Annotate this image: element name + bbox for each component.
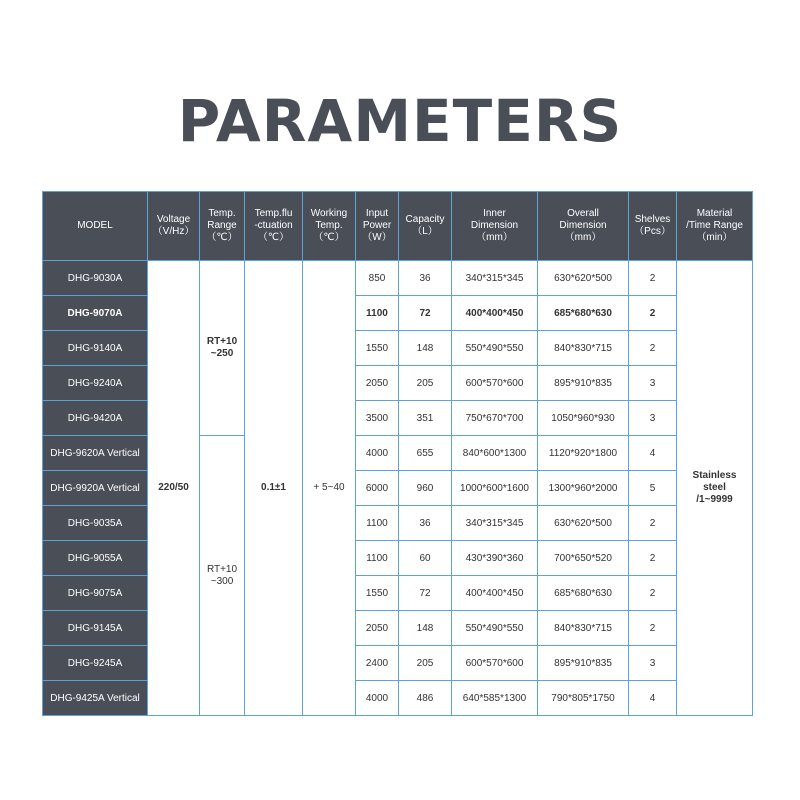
- header-working-temp: Working Temp. （℃）: [303, 192, 356, 261]
- header-shelves: Shelves （Pcs）: [629, 192, 677, 261]
- header-row: [43, 192, 753, 261]
- header-temp-range: Temp. Range （℃）: [200, 192, 245, 261]
- power-cell: 1100: [356, 506, 399, 541]
- inner-dimension-cell: 550*490*550: [452, 331, 538, 366]
- shelves-cell: 2: [629, 331, 677, 366]
- inner-dimension-cell: 550*490*550: [452, 611, 538, 646]
- capacity-cell: 655: [399, 436, 452, 471]
- power-cell: 6000: [356, 471, 399, 506]
- inner-dimension-cell: 430*390*360: [452, 541, 538, 576]
- shelves-cell: 2: [629, 576, 677, 611]
- overall-dimension-cell: 700*650*520: [538, 541, 629, 576]
- header-inner-dimension: Inner Dimension （mm）: [452, 192, 538, 261]
- capacity-cell: 205: [399, 646, 452, 681]
- table-row: [43, 261, 753, 296]
- shelves-cell: 2: [629, 611, 677, 646]
- page-title: PARAMETERS: [177, 87, 623, 155]
- temp-range-cell-group1: RT+10 ~250: [200, 261, 245, 436]
- shelves-cell: 2: [629, 261, 677, 296]
- header-voltage: Voltage （V/Hz）: [148, 192, 200, 261]
- overall-dimension-cell: 840*830*715: [538, 611, 629, 646]
- overall-dimension-cell: 1300*960*2000: [538, 471, 629, 506]
- capacity-cell: 72: [399, 576, 452, 611]
- power-cell: 4000: [356, 681, 399, 716]
- overall-dimension-cell: 685*680*630: [538, 296, 629, 331]
- capacity-cell: 148: [399, 611, 452, 646]
- overall-dimension-cell: 685*680*630: [538, 576, 629, 611]
- overall-dimension-cell: 1050*960*930: [538, 401, 629, 436]
- shelves-cell: 5: [629, 471, 677, 506]
- inner-dimension-cell: 340*315*345: [452, 261, 538, 296]
- model-cell: DHG-9055A: [43, 541, 148, 576]
- overall-dimension-cell: 790*805*1750: [538, 681, 629, 716]
- model-cell: DHG-9030A: [43, 261, 148, 296]
- model-cell: DHG-9145A: [43, 611, 148, 646]
- power-cell: 2400: [356, 646, 399, 681]
- overall-dimension-cell: 840*830*715: [538, 331, 629, 366]
- overall-dimension-cell: 895*910*835: [538, 366, 629, 401]
- power-cell: 1100: [356, 296, 399, 331]
- overall-dimension-cell: 1120*920*1800: [538, 436, 629, 471]
- shelves-cell: 2: [629, 541, 677, 576]
- capacity-cell: 36: [399, 261, 452, 296]
- inner-dimension-cell: 640*585*1300: [452, 681, 538, 716]
- inner-dimension-cell: 600*570*600: [452, 366, 538, 401]
- inner-dimension-cell: 400*400*450: [452, 576, 538, 611]
- inner-dimension-cell: 1000*600*1600: [452, 471, 538, 506]
- power-cell: 1550: [356, 576, 399, 611]
- shelves-cell: 2: [629, 296, 677, 331]
- model-cell: DHG-9070A: [43, 296, 148, 331]
- inner-dimension-cell: 750*670*700: [452, 401, 538, 436]
- capacity-cell: 72: [399, 296, 452, 331]
- inner-dimension-cell: 400*400*450: [452, 296, 538, 331]
- capacity-cell: 351: [399, 401, 452, 436]
- power-cell: 2050: [356, 611, 399, 646]
- capacity-cell: 205: [399, 366, 452, 401]
- capacity-cell: 960: [399, 471, 452, 506]
- power-cell: 1100: [356, 541, 399, 576]
- model-cell: DHG-9420A: [43, 401, 148, 436]
- temp-range-cell-group2: RT+10 ~300: [200, 436, 245, 716]
- model-cell: DHG-9425A Vertical: [43, 681, 148, 716]
- power-cell: 850: [356, 261, 399, 296]
- shelves-cell: 2: [629, 506, 677, 541]
- capacity-cell: 36: [399, 506, 452, 541]
- header-capacity: Capacity （L）: [399, 192, 452, 261]
- model-cell: DHG-9140A: [43, 331, 148, 366]
- model-cell: DHG-9240A: [43, 366, 148, 401]
- model-cell: DHG-9620A Vertical: [43, 436, 148, 471]
- voltage-cell: 220/50: [148, 261, 200, 716]
- overall-dimension-cell: 630*620*500: [538, 506, 629, 541]
- model-cell: DHG-9245A: [43, 646, 148, 681]
- power-cell: 4000: [356, 436, 399, 471]
- shelves-cell: 3: [629, 646, 677, 681]
- capacity-cell: 60: [399, 541, 452, 576]
- shelves-cell: 3: [629, 366, 677, 401]
- model-cell: DHG-9075A: [43, 576, 148, 611]
- power-cell: 1550: [356, 331, 399, 366]
- model-cell: DHG-9035A: [43, 506, 148, 541]
- working-temp-cell: + 5~40: [303, 261, 356, 716]
- inner-dimension-cell: 840*600*1300: [452, 436, 538, 471]
- capacity-cell: 148: [399, 331, 452, 366]
- shelves-cell: 4: [629, 681, 677, 716]
- header-input-power: Input Power （W）: [356, 192, 399, 261]
- header-temp-fluctuation: Temp.flu -ctuation （℃）: [245, 192, 303, 261]
- inner-dimension-cell: 340*315*345: [452, 506, 538, 541]
- overall-dimension-cell: 630*620*500: [538, 261, 629, 296]
- header-model: MODEL: [43, 192, 148, 261]
- power-cell: 3500: [356, 401, 399, 436]
- shelves-cell: 4: [629, 436, 677, 471]
- shelves-cell: 3: [629, 401, 677, 436]
- power-cell: 2050: [356, 366, 399, 401]
- header-material: Material /Time Range （min）: [677, 192, 753, 261]
- temp-fluctuation-cell: 0.1±1: [245, 261, 303, 716]
- overall-dimension-cell: 895*910*835: [538, 646, 629, 681]
- material-cell: Stainless steel /1~9999: [677, 261, 753, 716]
- capacity-cell: 486: [399, 681, 452, 716]
- inner-dimension-cell: 600*570*600: [452, 646, 538, 681]
- header-overall-dimension: Overall Dimension （mm）: [538, 192, 629, 261]
- parameters-table: [42, 191, 753, 716]
- model-cell: DHG-9920A Vertical: [43, 471, 148, 506]
